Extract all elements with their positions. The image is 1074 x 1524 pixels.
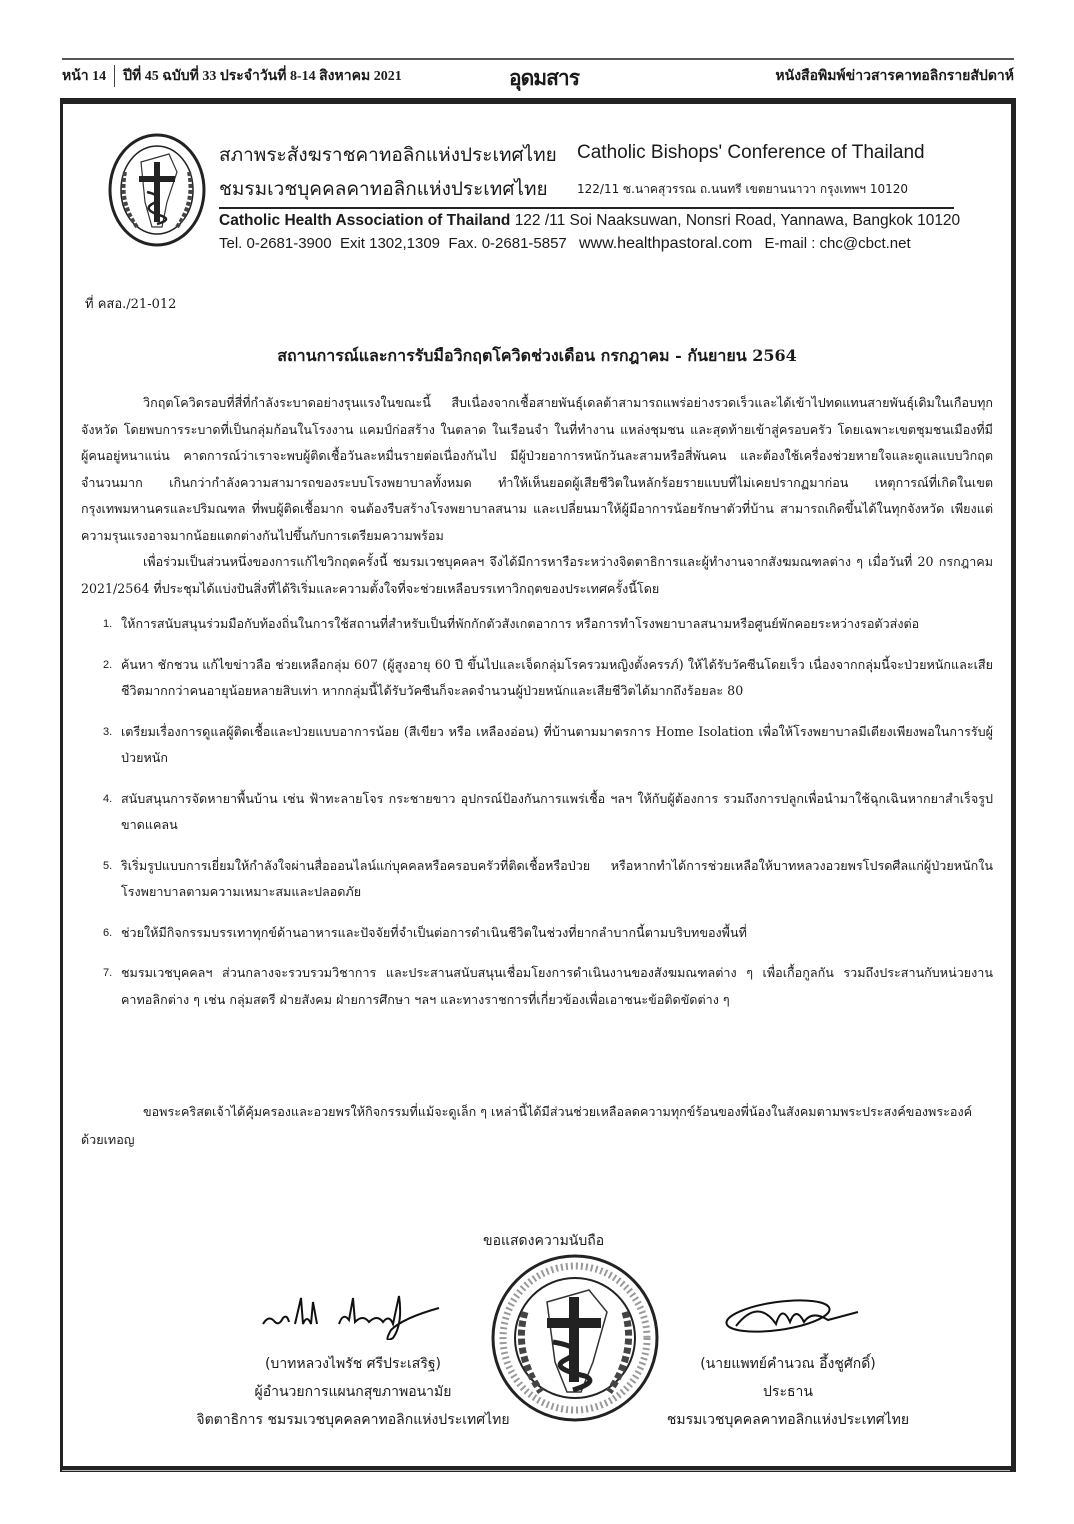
list-item	[81, 719, 993, 772]
newspaper-logo: อุดมสาร	[509, 66, 579, 90]
list-text: ให้การสนับสนุนร่วมมือกับท้องถิ่นในการใช้สถานที่สำหรับเป็นที่พักกักตัวสังเกตอาการ หรือการทำโรงพยาบาลสนามหรือศูนย์พักคอยระหว่างรอตัวส่งต่อ	[121, 616, 920, 631]
email-link[interactable]: E-mail : chc@cbct.net	[764, 235, 911, 252]
letter-title: สถานการณ์และการรับมือวิกฤตโควิดช่วงเดือน กรกฎาคม - กันยายน 2564	[277, 346, 797, 365]
letter-body	[81, 390, 993, 1013]
masthead-top-rule	[62, 58, 1014, 60]
respect-salutation: ขอแสดงความนับถือ	[483, 1233, 605, 1249]
paragraph-2: เพื่อร่วมเป็นส่วนหนึ่งของการแก้ไขวิกฤตครั้งนี้ ชมรมเวชบุคคลฯ จึงได้มีการหารือระหว่างจิตตาธิการและผู้ทำงานจากสังฆมณฑลต่าง ๆ เมื่อวันที่ 20 กรกฎาคม 2021/2564 ที่ประชุมได้แบ่งปันสิ่งที่ได้ริเริ่มและความตั้งใจที่จะช่วยเหลือบรรเทาวิกฤตของประเทศครั้งนี้โดย	[81, 554, 993, 596]
newspaper-tagline: หนังสือพิมพ์ข่าวสารคาทอลิกรายสัปดาห์	[775, 69, 1014, 84]
signature-drawing-right	[678, 1284, 898, 1340]
list-item	[81, 652, 993, 705]
list-number: 6.	[103, 926, 113, 939]
signer-right-org: ชมรมเวชบุคคลคาทอลิกแห่งประเทศไทย	[666, 1412, 910, 1428]
signer-right-name: (นายแพทย์คำนวณ อึ้งชูศักดิ์)	[700, 1356, 876, 1372]
paragraph-1: วิกฤตโควิดรอบที่สี่ที่กำลังระบาดอย่างรุนแรงในขณะนี้ สืบเนื่องจากเชื้อสายพันธุ์เดลต้าสามารถแพร่อย่างรวดเร็วและได้เข้าไปทดแทนสายพันธุ์เดิมในเกือบทุกจังหวัด โดยพบการระบาดที่เป็นกลุ่มก้อนในโรงงาน แคมป์ก่อสร้าง ในตลาด ในเรือนจำ ในที่ทำงาน แหล่งชุมชน และสุดท้ายเข้าสู่ครอบครัว โดยเฉพาะเขตชุมชนเมืองที่มีผู้คนอยู่หนาแน่น คาดการณ์ว่าเราจะพบผู้ติดเชื้อวันละหมื่นรายต่อเนื่องกันไป มีผู้ป่วยอาการหนักวันละสามหรือสี่พันคน และต้องใช้เครื่องช่วยหายใจและดูแลแบบวิกฤตจำนวนมาก เกินกว่ากำลังความสามารถของระบบโรงพยาบาลทั้งหมด ทำให้เห็นยอดผู้เสียชีวิตในหลักร้อยรายแบบที่ไม่เคยปรากฏมาก่อน เหตุการณ์ที่เกิดในเขตกรุงเทพมหานครและปริมณฑล ที่พบผู้ติดเชื้อมาก จนต้องรีบสร้างโรงพยาบาลสนาม และเปลี่ยนมาให้ผู้มีอาการน้อยรักษาตัวที่บ้าน สามารถเกิดขึ้นได้ในทุกจังหวัด เพียงแต่ความรุนแรงอาจมากน้อยแตกต่างกันไปขึ้นกับการเตรียมความพร้อม	[81, 395, 993, 543]
address-th: 122/11 ซ.นาคสุวรรณ ถ.นนทรี เขตยานนาวา กรุงเทพฯ 10120	[577, 182, 909, 196]
signature-block-left	[183, 1284, 523, 1434]
list-item	[81, 960, 993, 1013]
letterhead-rule	[219, 207, 954, 209]
closing-text: ขอพระคริสตเจ้าได้คุ้มครองและอวยพรให้กิจกรรมที่แม้จะดูเล็ก ๆ เหล่านี้ได้มีส่วนช่วยเหลือลดความทุกข์ร้อนของพี่น้องในสังคมตามพระประสงค์ของพระองค์ด้วยเทอญ	[81, 1104, 973, 1147]
list-number: 7.	[103, 967, 113, 979]
list-item	[81, 920, 993, 947]
list-text: ช่วยให้มีกิจกรรมบรรเทาทุกข์ด้านอาหารและปัจจัยที่จำเป็นต่อการดำเนินชีวิตในช่วงที่ยากลำบากนี้ตามบริบทของพื้นที่	[121, 924, 747, 940]
signer-left-position: ผู้อำนวยการแผนกสุขภาพอนามัย	[254, 1384, 452, 1400]
issue-info: ปีที่ 45 ฉบับที่ 33 ประจำวันที่ 8-14 สิงหาคม 2021	[123, 69, 402, 84]
org-name-en-bishops: Catholic Bishops' Conference of Thailand	[577, 142, 925, 163]
website-link[interactable]: www.healthpastoral.com	[578, 235, 753, 252]
page-number: หน้า 14	[62, 65, 115, 87]
org-name-en-health: Catholic Health Association of Thailand	[219, 212, 511, 229]
closing-paragraph	[81, 1098, 993, 1154]
org-en-address-line	[219, 212, 960, 230]
list-text: สนับสนุนการจัดหายาพื้นบ้าน เช่น ฟ้าทะลายโจร กระชายขาว อุปกรณ์ป้องกันการแพร่เชื้อ ฯลฯ ให้กับผู้ต้องการ รวมถึงการปลูกเพื่อนำมาใช้ฉุกเฉินหากยาสำเร็จรูปขาดแคลน	[121, 790, 993, 832]
list-item	[81, 853, 993, 906]
fax: Fax. 0-2681-5857	[448, 235, 567, 252]
list-text: ชมรมเวชบุคคลฯ ส่วนกลางจะรวบรวมวิชาการ และประสานสนับสนุนเชื่อมโยงการดำเนินงานของสังฆมณฑลต่าง ๆ เพื่อเกื้อกูลกัน รวมถึงประสานกับหน่วยงานคาทอลิกต่าง ๆ เช่น กลุ่มสตรี ฝ่ายสังคม ฝ่ายการศึกษา ฯลฯ และทางราชการที่เกี่ยวข้องเพื่อเอาชนะข้อติดขัดต่าง ๆ	[121, 965, 993, 1007]
reference-number: ที่ คสอ./21-012	[85, 297, 177, 312]
association-seal-icon	[107, 132, 207, 248]
letterhead	[107, 132, 967, 262]
org-name-th-health: ชมรมเวชบุคคลคาทอลิกแห่งประเทศไทย	[219, 178, 548, 200]
org-name-th-bishops: สภาพระสังฆราชคาทอลิกแห่งประเทศไทย	[219, 144, 557, 166]
telephone: Tel. 0-2681-3900	[219, 235, 332, 252]
signer-right-position: ประธาน	[763, 1384, 813, 1400]
signature-drawing-left	[243, 1284, 463, 1340]
extension: Exit 1302,1309	[339, 235, 441, 252]
list-number: 5.	[103, 859, 113, 872]
list-number: 4.	[103, 792, 113, 805]
address-en: 122 /11 Soi Naaksuwan, Nonsri Road, Yannawa, Bangkok 10120	[514, 212, 961, 229]
list-text: เตรียมเรื่องการดูแลผู้ติดเชื้อและป่วยแบบอาการน้อย (สีเขียว หรือ เหลืองอ่อน) ที่บ้านตามมาตรการ Home Isolation เพื่อให้โรงพยาบาลมีเตียงเพียงพอในการรับผู้ป่วยหนัก	[121, 723, 993, 765]
contact-line	[219, 235, 911, 253]
letter-frame	[60, 98, 1016, 1472]
list-text: ริเริ่มรูปแบบการเยี่ยมให้กำลังใจผ่านสื่อออนไลน์แก่บุคคลหรือครอบครัวที่ติดเชื้อหรือป่วย หรือหากทำได้การช่วยเหลือให้บาทหลวงอวยพรโปรดศีลแก่ผู้ป่วยหนักในโรงพยาบาลตามความเหมาะสมและปลอดภัย	[121, 857, 993, 899]
list-number: 2.	[103, 658, 113, 671]
list-number: 1.	[103, 618, 113, 630]
signer-left-name: (บาทหลวงไพรัช ศรีประเสริฐ)	[264, 1356, 442, 1372]
list-item	[81, 611, 993, 638]
list-item	[81, 786, 993, 839]
action-list	[81, 611, 993, 1013]
page-bottom-rule	[62, 1470, 1010, 1471]
signer-left-org: จิตตาธิการ ชมรมเวชบุคคลคาทอลิกแห่งประเทศไทย	[196, 1412, 510, 1428]
list-number: 3.	[103, 725, 113, 738]
signature-block-right	[623, 1284, 953, 1434]
list-text: ค้นหา ชักชวน แก้ไขข่าวลือ ช่วยเหลือกลุ่ม 607 (ผู้สูงอายุ 60 ปี ขึ้นไปและเจ็ดกลุ่มโรครวมหญิงตั้งครรภ์) ให้ได้รับวัคซีนโดยเร็ว เนื่องจากกลุ่มนี้จะป่วยหนักและเสียชีวิตมากกว่าคนอายุน้อยหลายสิบเท่า หากกลุ่มนี้ได้รับวัคซีนก็จะลดจำนวนผู้ป่วยหนักและเสียชีวิตได้มากถึงร้อยละ 80	[121, 656, 993, 698]
newspaper-masthead	[62, 62, 1014, 90]
